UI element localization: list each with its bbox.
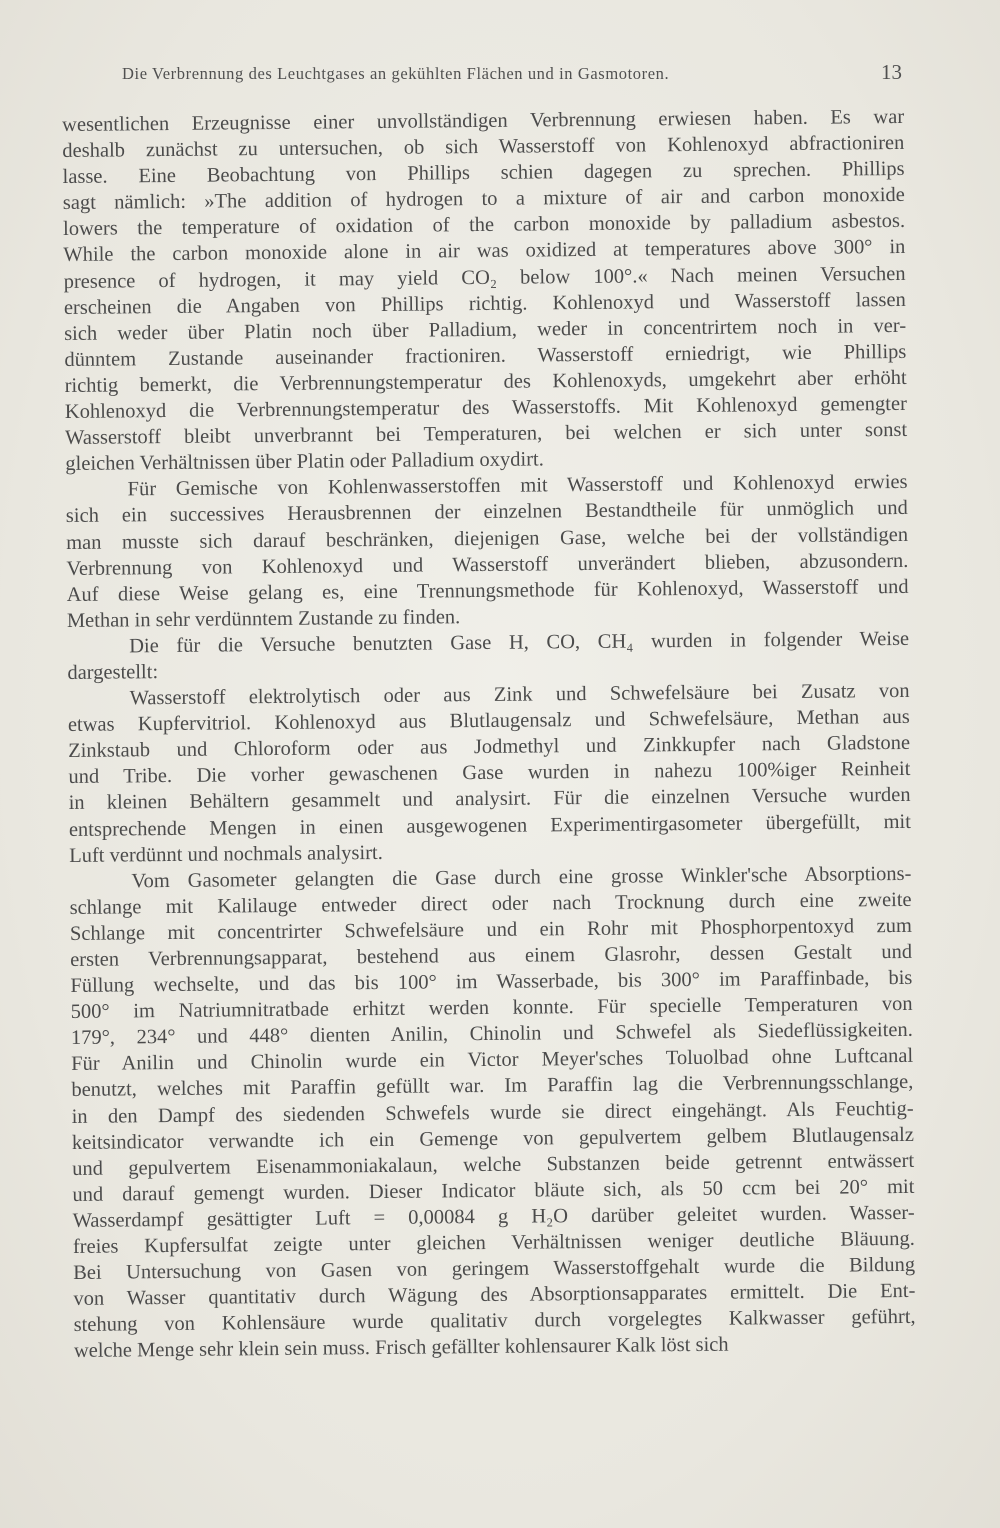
text-line: Schlange mit concentrirter Schwefelsäure und ein Rohr mit Phosphorpentoxyd zum: [69, 914, 912, 945]
text-line: Wasserstoff elektrolytisch oder aus Zink und Schwefelsäure bei Zusatz von: [129, 679, 910, 710]
text-line: 179°, 234° und 448° dienten Anilin, Chinolin und Schwefel als Siedeflüssigkeiten.: [70, 1019, 913, 1050]
text-line: lowers the temperature of oxidation of the carbon monoxide by palladium asbestos.: [63, 210, 906, 241]
text-line: Wasserdampf gesättigter Luft = 0,00084 g H₂O darüber geleitet wurden. Wasser-: [72, 1201, 915, 1232]
running-title: Die Verbrennung des Leuchtgases an gekühlten Flächen und in Gasmotoren.: [122, 64, 670, 83]
text-line: lasse. Eine Beobachtung von Phillips schien dagegen zu sprechen. Phillips: [62, 158, 905, 189]
text-line: schlange mit Kalilauge entweder direct oder nach Trocknung durch eine zweite: [69, 888, 912, 919]
text-line: dargestellt:: [67, 661, 159, 684]
text-line: Füllung wechselte, und das bis 100° im Wasserbade, bis 300° im Paraffinbade, bis: [70, 966, 913, 998]
text-line: Auf diese Weise gelang es, eine Trennungsmethode für Kohlenoxyd, Wasserstoff und: [66, 575, 909, 606]
text-line: keitsindicator verwandte ich ein Gemenge von gepulvertem gelbem Blutlaugensalz: [71, 1123, 914, 1154]
text-line: Zinkstaub und Chloroform oder aus Jodmethyl und Zinkkupfer nach Gladstone: [68, 732, 911, 763]
text-line: und Tribe. Die vorher gewaschenen Gase wurden in nahezu 100%iger Reinheit: [68, 758, 911, 789]
text-line: ersten Verbrennungsapparat, bestehend aus einem Glasrohr, dessen Gestalt und: [70, 940, 913, 971]
text-line: wesentlichen Erzeugnisse einer unvollständigen Verbrennung erwiesen haben. Es war: [62, 105, 905, 136]
text-line: Wasserstoff bleibt unverbrannt bei Temperaturen, bei welchen er sich unter sonst: [65, 419, 908, 450]
text-line: und darauf gemengt wurden. Dieser Indicator bläute sich, als 50 ccm bei 20° mit: [72, 1175, 915, 1206]
paragraph: [66, 469, 909, 634]
text-line: Vom Gasometer gelangten die Gase durch eine grosse Winkler'sche Absorptions-: [131, 862, 912, 893]
text-line: von Wasser quantitativ durch Wägung des Absorptionsapparates ermittelt. Die Ent-: [73, 1280, 916, 1311]
text-line: erscheinen die Angaben von Phillips richtig. Kohlenoxyd und Wasserstoff lassen: [63, 288, 906, 319]
text-line: Methan in sehr verdünntem Zustande zu finden.: [66, 605, 461, 632]
text-line: stehung von Kohlensäure wurde qualitativ durch vorgelegtes Kalkwasser geführt,: [73, 1306, 916, 1337]
page-number: 13: [881, 60, 902, 84]
text-line: Kohlenoxyd die Verbrennungstemperatur des Wasserstoffs. Mit Kohlenoxyd gemengter: [64, 392, 907, 424]
text-line: man musste sich darauf beschränken, diejenigen Gase, welche bei der vollständigen: [66, 523, 909, 554]
text-line: dünntem Zustande auseinander fractioniren. Wasserstoff erniedrigt, wie Phillips: [64, 340, 907, 371]
text-line: Verbrennung von Kohlenoxyd und Wasserstoff unverändert blieben, abzusondern.: [66, 549, 909, 580]
text-line: Luft verdünnt und nochmals analysirt.: [69, 841, 383, 867]
text-line: Die für die Versuche benutzten Gase H, CO, CH₄ wurden in folgender Weise: [129, 627, 910, 658]
paragraph: [62, 104, 907, 477]
text-line: freies Kupfersulfat zeigte unter gleichen Verhältnissen weniger deutliche Bläuung.: [72, 1227, 915, 1258]
text-line: sich weder über Platin noch über Palladium, weder in concentrirtem noch in ver-: [64, 314, 907, 345]
text-line: und gepulvertem Eisenammoniakalaun, welche Substanzen beide getrennt entwässert: [72, 1149, 915, 1180]
text-line: Bei Untersuchung von Gasen von geringem Wasserstoffgehalt wurde die Bildung: [73, 1253, 916, 1285]
text-line: presence of hydrogen, it may yield CO₂ below 100°.« Nach meinen Versuchen: [63, 262, 906, 293]
text-line: While the carbon monoxide alone in air was oxidized at temperatures above 300° in: [63, 236, 906, 267]
text-line: richtig bemerkt, die Verbrennungstemperatur des Kohlenoxyds, umgekehrt aber erhöht: [64, 366, 907, 397]
body-text: [62, 104, 916, 1365]
text-line: in den Dampf des siedenden Schwefels wurde sie direct eingehängt. Als Feuchtig-: [71, 1097, 914, 1128]
paragraph: [68, 678, 912, 869]
text-line: welche Menge sehr klein sein muss. Frisch gefällter kohlensaurer Kalk löst sich: [73, 1334, 729, 1363]
text-line: Für Anilin und Chinolin wurde ein Victor Meyer'sches Toluolbad ohne Luftcanal: [71, 1045, 914, 1076]
text-line: sagt nämlich: »The addition of hydrogen to a mixture of air and carbon monoxide: [62, 184, 905, 215]
text-line: gleichen Verhältnissen über Platin oder Palladium oxydirt.: [65, 448, 544, 476]
page-header: [122, 60, 902, 90]
text-line: deshalb zunächst zu untersuchen, ob sich Wasserstoff von Kohlenoxyd abfractioniren: [62, 132, 905, 163]
paragraph: [69, 861, 916, 1365]
text-line: entsprechende Mengen in einen ausgewogenen Experimentirgasometer übergefüllt, mit: [68, 810, 911, 841]
text-line: etwas Kupfervitriol. Kohlenoxyd aus Blutlaugensalz und Schwefelsäure, Methan aus: [67, 706, 910, 737]
text-line: in kleinen Behältern gesammelt und analysirt. Für die einzelnen Versuche wurden: [68, 784, 911, 815]
paragraph: [67, 626, 909, 686]
text-line: 500° im Natriumnitratbade erhitzt werden konnte. Für specielle Temperaturen von: [70, 993, 913, 1024]
text-line: benutzt, welches mit Paraffin gefüllt war. Im Paraffin lag die Verbrennungsschlange,: [71, 1071, 914, 1102]
text-line: sich ein successives Herausbrennen der einzelnen Bestandtheile für unmöglich und: [65, 497, 908, 528]
text-line: Für Gemische von Kohlenwasserstoffen mit Wasserstoff und Kohlenoxyd erwies: [127, 471, 908, 501]
